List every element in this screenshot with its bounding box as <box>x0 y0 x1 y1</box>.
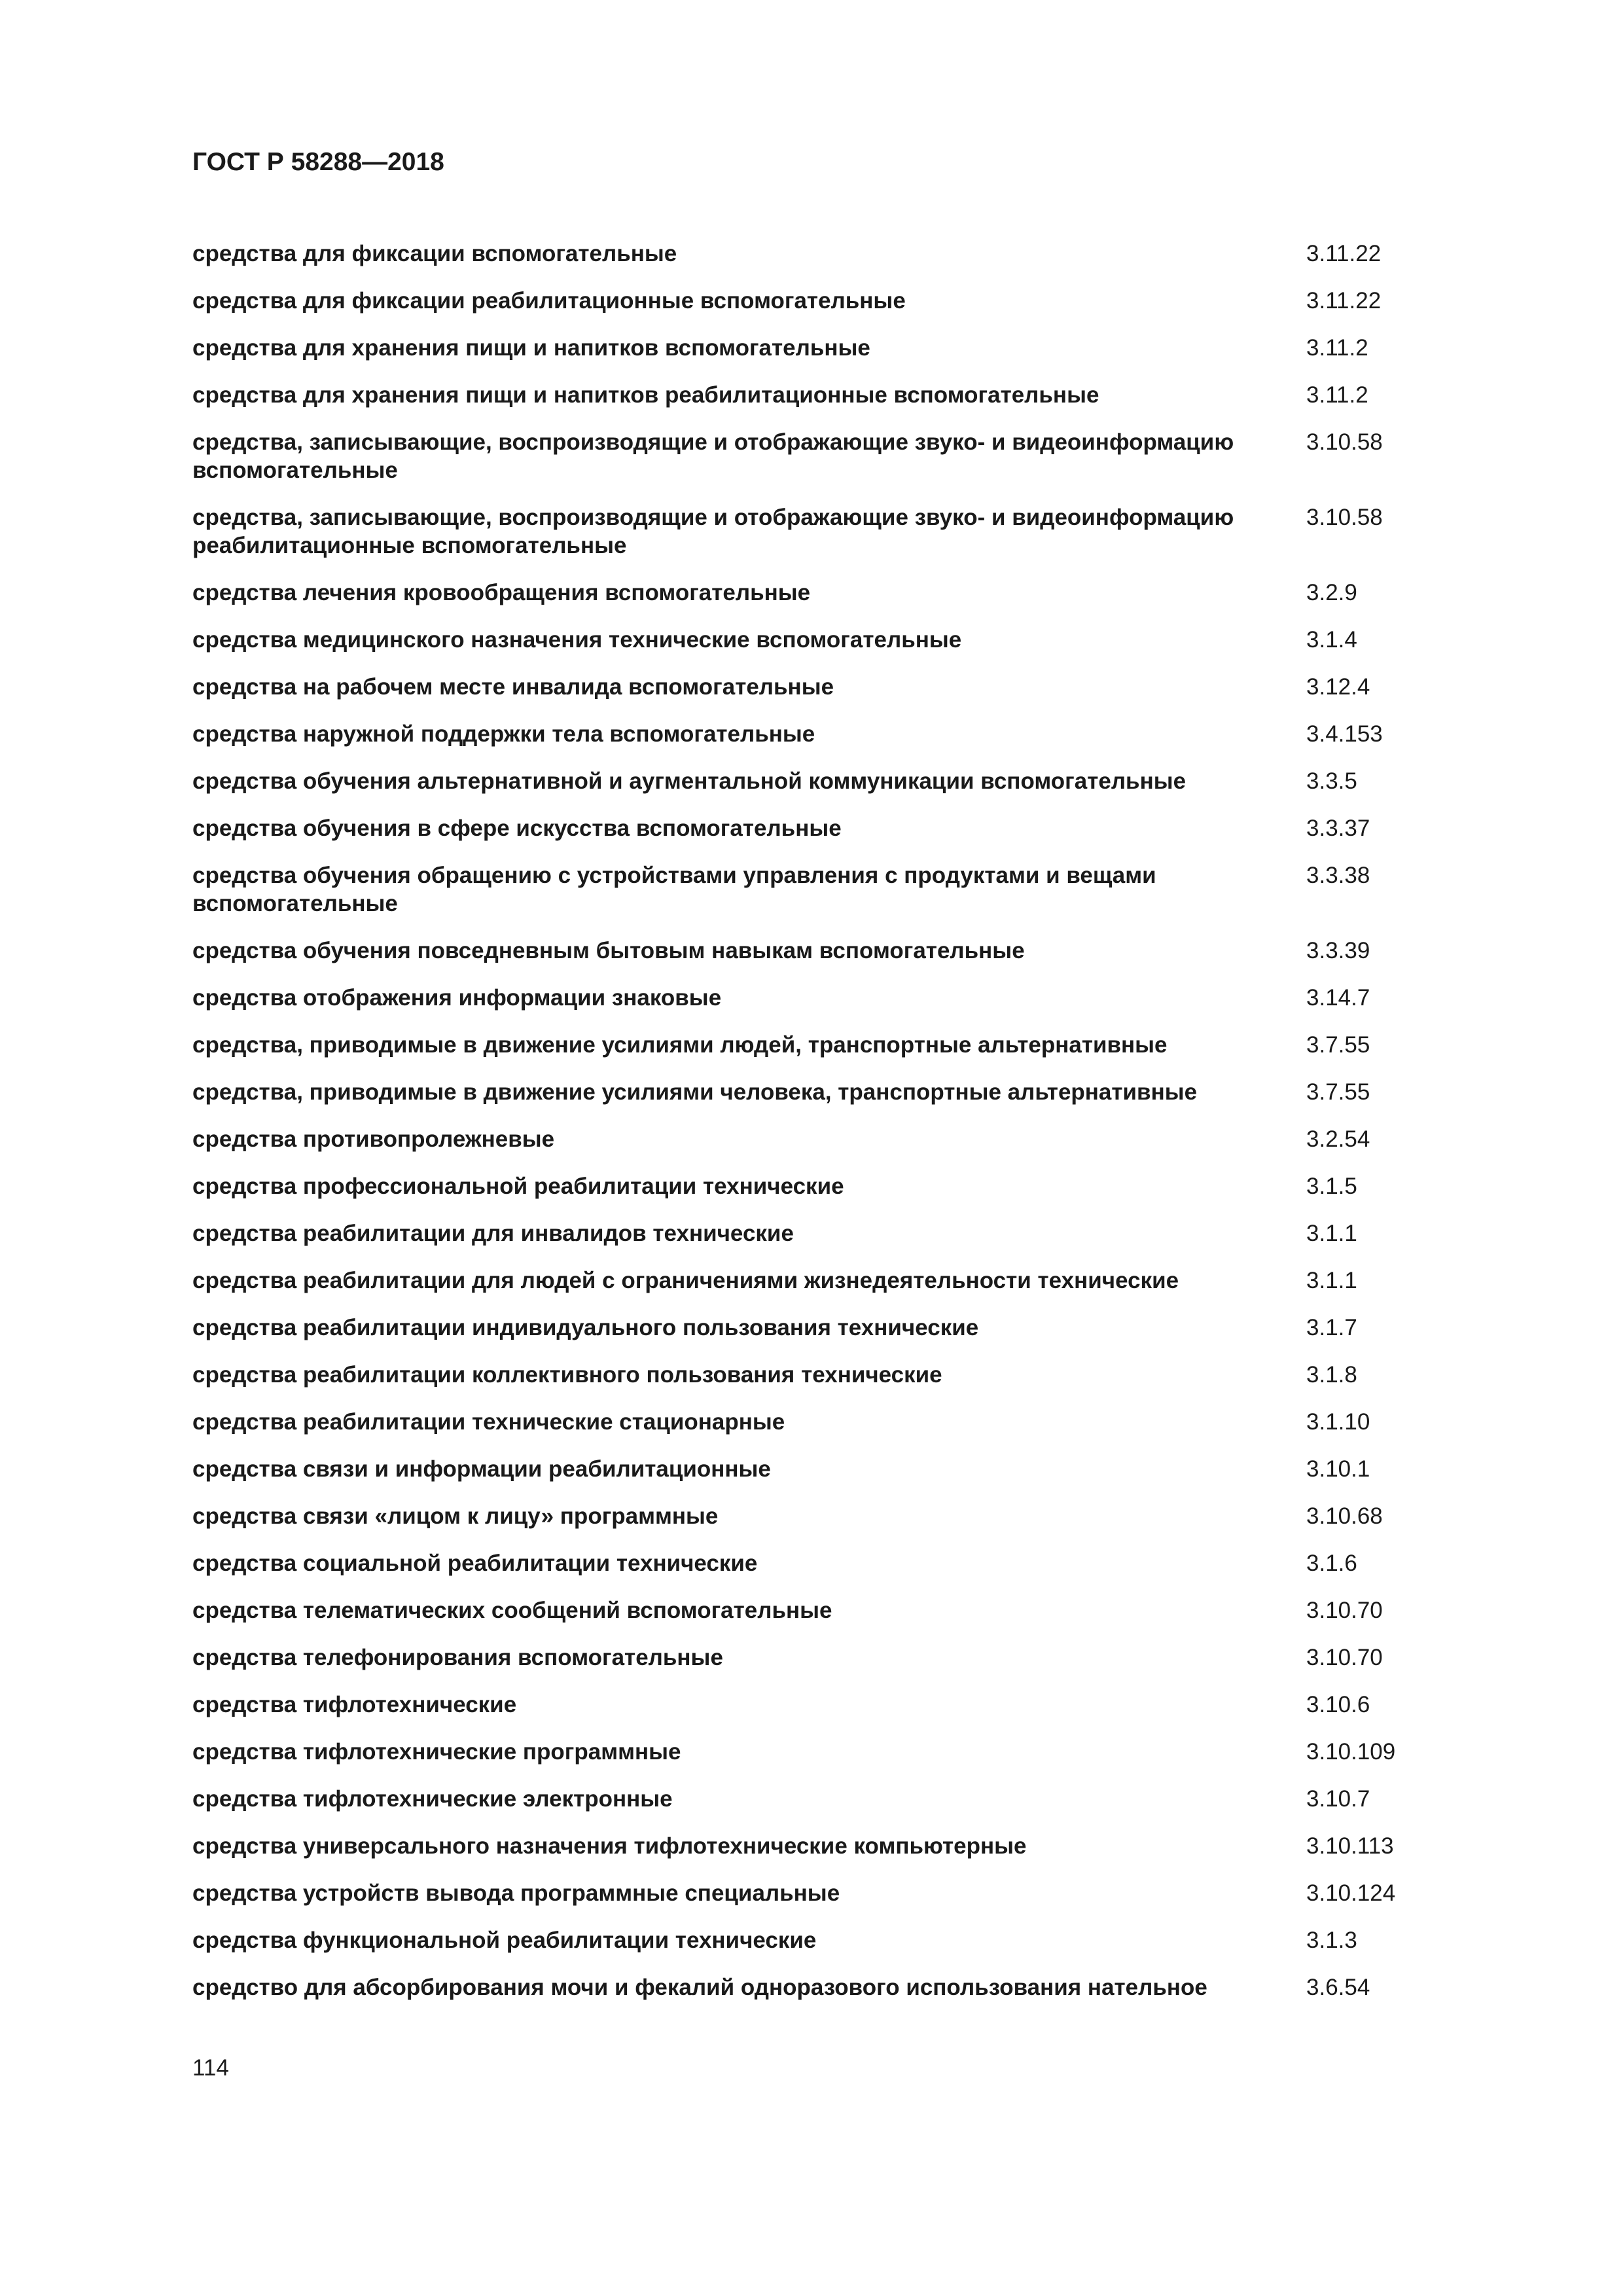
index-term: средства связи и информации реабилитационные <box>192 1456 771 1482</box>
index-term: средство для абсорбирования мочи и фекалий одноразового использования нательное <box>192 1975 1207 2000</box>
index-entry <box>192 626 1475 654</box>
index-entry <box>192 984 1475 1012</box>
index-reference: 3.6.54 <box>1306 1975 1370 2000</box>
index-term: средства, приводимые в движение усилиями людей, транспортные альтернативные <box>192 1032 1168 1058</box>
index-term: средства на рабочем месте инвалида вспомогательные <box>192 674 834 700</box>
index-reference: 3.10.1 <box>1306 1456 1370 1482</box>
index-term: средства обучения обращению с устройствами управления с продуктами и вещами вспомогательные <box>192 863 1156 916</box>
index-term: средства наружной поддержки тела вспомогательные <box>192 721 815 747</box>
index-term: средства для фиксации вспомогательные <box>192 241 677 266</box>
index-term: средства связи «лицом к лицу» программные <box>192 1503 719 1529</box>
index-term: средства социальной реабилитации технические <box>192 1551 758 1576</box>
index-entry <box>192 1361 1475 1389</box>
index-reference: 3.1.8 <box>1306 1362 1357 1388</box>
index-entry <box>192 579 1475 607</box>
index-term: средства универсального назначения тифлотехнические компьютерные <box>192 1833 1027 1859</box>
index-entry <box>192 381 1475 409</box>
index-reference: 3.3.39 <box>1306 938 1370 963</box>
index-reference: 3.2.54 <box>1306 1126 1370 1152</box>
index-entry <box>192 1643 1475 1672</box>
index-reference: 3.1.4 <box>1306 627 1357 653</box>
index-reference: 3.10.124 <box>1306 1880 1396 1906</box>
index-entry <box>192 1078 1475 1106</box>
index-entry <box>192 287 1475 315</box>
index-term: средства реабилитации индивидуального пользования технические <box>192 1315 979 1340</box>
index-entry <box>192 767 1475 795</box>
index-reference: 3.3.5 <box>1306 768 1357 794</box>
index-term: средства обучения альтернативной и аугментальной коммуникации вспомогательные <box>192 768 1186 794</box>
index-term: средства для хранения пищи и напитков вспомогательные <box>192 335 870 361</box>
index-term: средства реабилитации для инвалидов технические <box>192 1221 794 1246</box>
index-reference: 3.10.70 <box>1306 1645 1383 1670</box>
index-term: средства тифлотехнические <box>192 1692 517 1717</box>
index-reference: 3.10.6 <box>1306 1692 1370 1717</box>
index-entry <box>192 1266 1475 1295</box>
index-term: средства для фиксации реабилитационные вспомогательные <box>192 288 906 314</box>
index-entry <box>192 861 1475 918</box>
index-entry <box>192 673 1475 701</box>
index-entry <box>192 814 1475 842</box>
index-reference: 3.11.2 <box>1306 382 1368 408</box>
index-term: средства профессиональной реабилитации технические <box>192 1174 844 1199</box>
index-entry <box>192 1031 1475 1059</box>
page-number: 114 <box>192 2055 229 2081</box>
index-reference: 3.10.68 <box>1306 1503 1383 1529</box>
index-entry <box>192 1219 1475 1247</box>
index-entry <box>192 720 1475 748</box>
index-term: средства лечения кровообращения вспомогательные <box>192 580 811 605</box>
index-reference: 3.14.7 <box>1306 985 1370 1011</box>
index-reference: 3.1.6 <box>1306 1551 1357 1576</box>
index-reference: 3.1.1 <box>1306 1268 1357 1293</box>
index-term: средства функциональной реабилитации технические <box>192 1928 817 1953</box>
index-reference: 3.1.5 <box>1306 1174 1357 1199</box>
index-term: средства противопролежневые <box>192 1126 555 1152</box>
document-header: ГОСТ Р 58288—2018 <box>192 148 444 176</box>
index-entry <box>192 1879 1475 1907</box>
index-reference: 3.10.58 <box>1306 429 1383 455</box>
index-entry <box>192 1691 1475 1719</box>
index-term: средства, приводимые в движение усилиями человека, транспортные альтернативные <box>192 1079 1198 1105</box>
index-term: средства обучения в сфере искусства вспомогательные <box>192 816 842 841</box>
index-reference: 3.12.4 <box>1306 674 1370 700</box>
index-reference: 3.10.113 <box>1306 1833 1394 1859</box>
index-reference: 3.10.7 <box>1306 1786 1370 1812</box>
index-entry <box>192 1596 1475 1624</box>
index-term: средства тифлотехнические электронные <box>192 1786 673 1812</box>
index-reference: 3.1.3 <box>1306 1928 1357 1953</box>
index-term: средства устройств вывода программные специальные <box>192 1880 840 1906</box>
index-entry <box>192 1785 1475 1813</box>
index-entry <box>192 428 1475 484</box>
index-entry <box>192 1549 1475 1577</box>
index-entry <box>192 1314 1475 1342</box>
index-entry <box>192 334 1475 362</box>
index-term: средства реабилитации для людей с ограничениями жизнедеятельности технические <box>192 1268 1179 1293</box>
index-term: средства для хранения пищи и напитков реабилитационные вспомогательные <box>192 382 1099 408</box>
index-entry <box>192 1172 1475 1200</box>
index-term: средства обучения повседневным бытовым навыкам вспомогательные <box>192 938 1025 963</box>
index-reference: 3.11.2 <box>1306 335 1368 361</box>
index-reference: 3.11.22 <box>1306 241 1382 266</box>
index-entry <box>192 1926 1475 1954</box>
index-reference: 3.1.7 <box>1306 1315 1357 1340</box>
index-reference: 3.10.109 <box>1306 1739 1396 1765</box>
index-term: средства, записывающие, воспроизводящие и отображающие звуко- и видеоинформацию вспомогательные <box>192 429 1234 483</box>
index-reference: 3.1.1 <box>1306 1221 1357 1246</box>
index-entry <box>192 1408 1475 1436</box>
index-reference: 3.11.22 <box>1306 288 1382 314</box>
index-entry <box>192 1455 1475 1483</box>
index-entry <box>192 1502 1475 1530</box>
index-reference: 3.10.58 <box>1306 505 1383 530</box>
index-reference: 3.1.10 <box>1306 1409 1370 1435</box>
index-entry <box>192 240 1475 268</box>
index-reference: 3.10.70 <box>1306 1598 1383 1623</box>
index-reference: 3.7.55 <box>1306 1032 1370 1058</box>
index-reference: 3.3.38 <box>1306 863 1370 888</box>
index-term: средства реабилитации коллективного пользования технические <box>192 1362 942 1388</box>
index-entry <box>192 1832 1475 1860</box>
index-term: средства телематических сообщений вспомогательные <box>192 1598 832 1623</box>
index-term: средства реабилитации технические стационарные <box>192 1409 785 1435</box>
index-entry <box>192 937 1475 965</box>
index-entry <box>192 1125 1475 1153</box>
index-entry-list <box>192 240 1475 2020</box>
index-reference: 3.2.9 <box>1306 580 1357 605</box>
index-reference: 3.3.37 <box>1306 816 1370 841</box>
index-entry <box>192 1738 1475 1766</box>
index-term: средства, записывающие, воспроизводящие и отображающие звуко- и видеоинформацию реабилитационные вспомогательные <box>192 505 1234 558</box>
index-term: средства отображения информации знаковые <box>192 985 722 1011</box>
index-reference: 3.7.55 <box>1306 1079 1370 1105</box>
index-reference: 3.4.153 <box>1306 721 1383 747</box>
index-entry <box>192 1973 1475 2001</box>
index-term: средства медицинского назначения технические вспомогательные <box>192 627 962 653</box>
index-term: средства телефонирования вспомогательные <box>192 1645 723 1670</box>
index-term: средства тифлотехнические программные <box>192 1739 681 1765</box>
index-entry <box>192 503 1475 560</box>
